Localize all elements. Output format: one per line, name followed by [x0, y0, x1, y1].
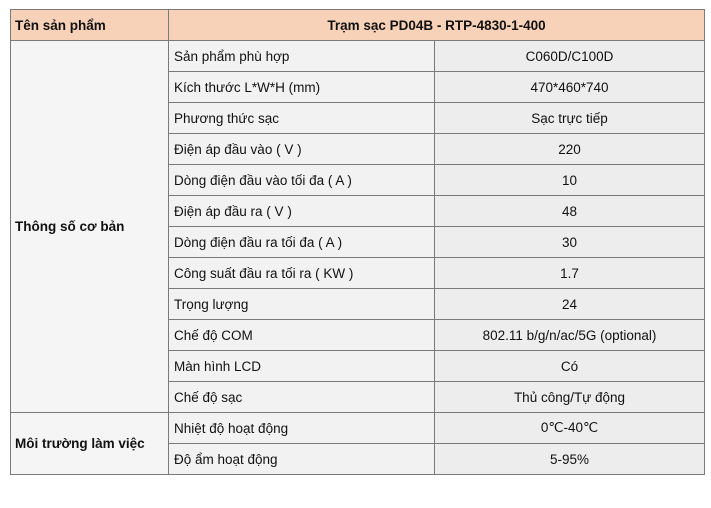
row-label: Điện áp đầu vào ( V ): [169, 134, 435, 165]
row-label: Điện áp đầu ra ( V ): [169, 196, 435, 227]
row-label: Dòng điện đầu ra tối đa ( A ): [169, 227, 435, 258]
row-value: Sạc trực tiếp: [435, 103, 705, 134]
row-value: 24: [435, 289, 705, 320]
group-basic-specs: Thông số cơ bản: [11, 41, 169, 413]
row-value: C060D/C100D: [435, 41, 705, 72]
row-label: Chế độ sạc: [169, 382, 435, 413]
row-value: 30: [435, 227, 705, 258]
row-value: Thủ công/Tự động: [435, 382, 705, 413]
row-value: Có: [435, 351, 705, 382]
row-label: Nhiệt độ hoạt động: [169, 413, 435, 444]
group-working-environment: Môi trường làm việc: [11, 413, 169, 475]
row-label: Chế độ COM: [169, 320, 435, 351]
row-label: Sản phẩm phù hợp: [169, 41, 435, 72]
row-value: 802.11 b/g/n/ac/5G (optional): [435, 320, 705, 351]
spec-table: [10, 9, 705, 475]
row-label: Trọng lượng: [169, 289, 435, 320]
row-value: 0℃-40℃: [435, 413, 705, 444]
table-row: [11, 413, 705, 444]
row-value: 48: [435, 196, 705, 227]
header-product-name-label: Tên sản phẩm: [11, 10, 169, 41]
header-product-title: Trạm sạc PD04B - RTP-4830-1-400: [169, 10, 705, 41]
row-value: 220: [435, 134, 705, 165]
row-label: Kích thước L*W*H (mm): [169, 72, 435, 103]
table-header-row: [11, 10, 705, 41]
row-label: Độ ẩm hoạt động: [169, 444, 435, 475]
row-label: Phương thức sạc: [169, 103, 435, 134]
row-label: Công suất đầu ra tối ra ( KW ): [169, 258, 435, 289]
row-label: Dòng điện đầu vào tối đa ( A ): [169, 165, 435, 196]
row-value: 5-95%: [435, 444, 705, 475]
row-label: Màn hình LCD: [169, 351, 435, 382]
row-value: 1.7: [435, 258, 705, 289]
table-row: [11, 41, 705, 72]
row-value: 470*460*740: [435, 72, 705, 103]
row-value: 10: [435, 165, 705, 196]
